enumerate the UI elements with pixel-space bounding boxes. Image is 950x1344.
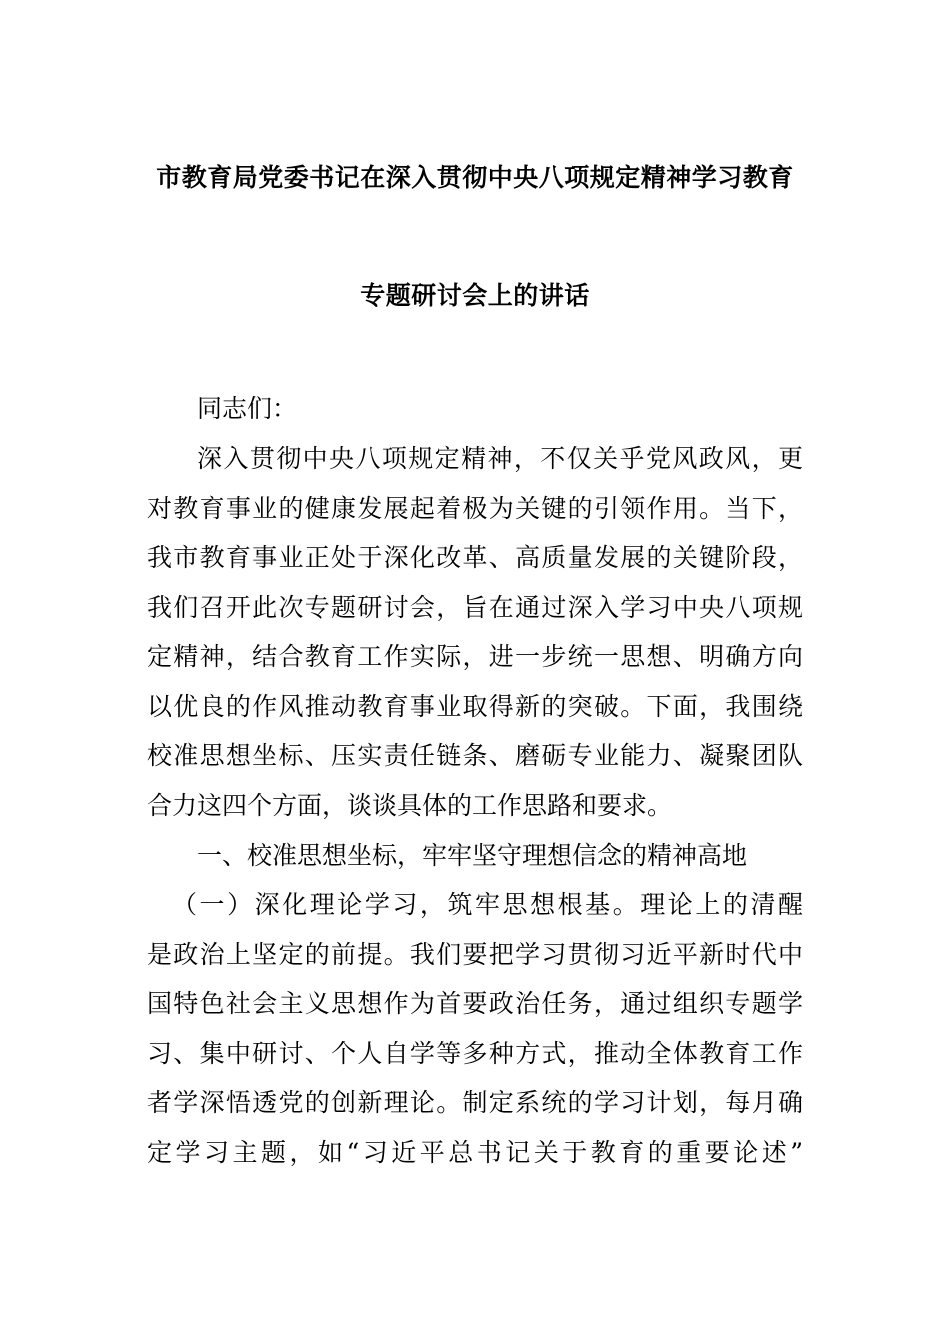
body-line: 定精神，结合教育工作实际，进一步统一思想、明确方向: [147, 642, 803, 671]
body-line: 合力这四个方面，谈谈具体的工作思路和要求。: [147, 791, 673, 820]
body-line: 国特色社会主义思想作为首要政治任务，通过组织专题学: [147, 989, 803, 1018]
body-line: 定学习主题，如“习近平总书记关于教育的重要论述”: [147, 1138, 803, 1167]
body-line: 校准思想坐标、压实责任链条、磨砺专业能力、凝聚团队: [147, 741, 803, 770]
body-line: 以优良的作风推动教育事业取得新的突破。下面，我围绕: [147, 692, 803, 721]
body-line: 习、集中研讨、个人自学等多种方式，推动全体教育工作: [147, 1039, 803, 1068]
body-line: 我们召开此次专题研讨会，旨在通过深入学习中央八项规: [147, 593, 803, 622]
section-heading: 一、校准思想坐标，牢牢坚守理想信念的精神高地: [197, 841, 748, 870]
body-line: 是政治上坚定的前提。我们要把学习贯彻习近平新时代中: [147, 940, 803, 969]
salutation: 同志们：: [197, 394, 298, 423]
document-title-line-2: 专题研讨会上的讲话: [360, 281, 590, 310]
body-line: 者学深悟透党的创新理论。制定系统的学习计划，每月确: [147, 1088, 803, 1117]
body-line: 深入贯彻中央八项规定精神，不仅关乎党风政风，更: [197, 444, 803, 473]
document-title-line-1: 市教育局党委书记在深入贯彻中央八项规定精神学习教育: [156, 163, 794, 192]
body-line: 对教育事业的健康发展起着极为关键的引领作用。当下，: [147, 494, 803, 523]
subsection-heading-line: （一）深化理论学习，筑牢思想根基。理论上的清醒: [172, 890, 803, 919]
body-line: 我市教育事业正处于深化改革、高质量发展的关键阶段，: [147, 543, 803, 572]
